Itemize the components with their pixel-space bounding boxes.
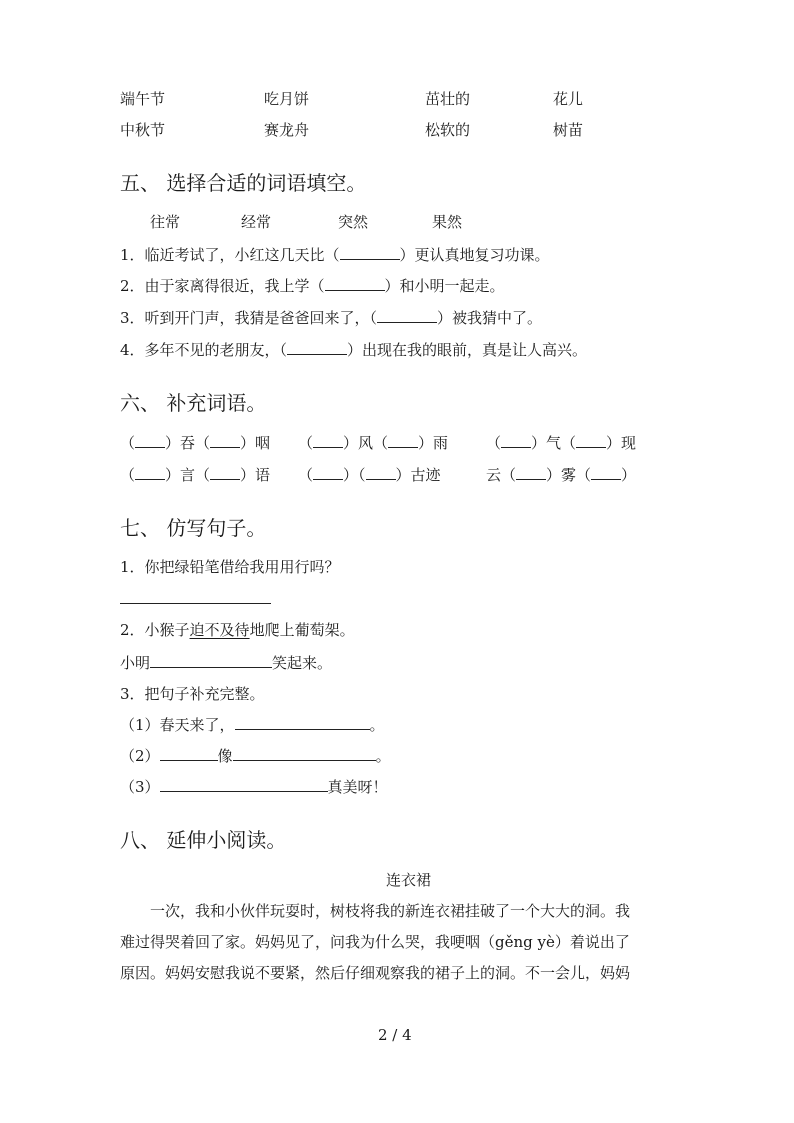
fill-blank[interactable] — [160, 776, 328, 792]
fill-blank[interactable] — [591, 464, 621, 480]
idiom-text: （ — [486, 434, 502, 452]
answer-text: 真美呀！ — [327, 778, 388, 796]
underlined-word: 迫不及待 — [189, 621, 250, 639]
idiom-row-2 — [120, 464, 270, 485]
story-title: 连衣裙 — [386, 871, 432, 889]
question-5-4 — [120, 339, 587, 360]
question-text: 地爬上葡萄架。 — [249, 621, 355, 639]
match-right-2b: 树苗 — [553, 121, 584, 139]
answer-line[interactable] — [120, 603, 271, 604]
answer-text: 像 — [217, 747, 233, 765]
idiom-row-2c — [486, 464, 636, 485]
idiom-text: ）语 — [240, 466, 271, 484]
question-7-2 — [120, 620, 355, 640]
match-right-2a: 花儿 — [553, 90, 584, 108]
idiom-text: （ — [120, 434, 136, 452]
idiom-row-1 — [120, 432, 270, 453]
fill-blank[interactable] — [135, 432, 165, 448]
fill-blank[interactable] — [516, 464, 546, 480]
question-7-1: 1．你把绿铅笔借给我用用行吗？ — [120, 558, 340, 576]
fill-blank[interactable] — [313, 464, 343, 480]
fill-blank[interactable] — [576, 432, 606, 448]
story-line-1: 一次，我和小伙伴玩耍时，树枝将我的新连衣裙挂破了一个大大的洞。我 — [150, 902, 631, 920]
fill-blank[interactable] — [210, 432, 240, 448]
idiom-text: （ — [120, 466, 136, 484]
idiom-text: ）雨 — [418, 434, 449, 452]
fill-blank[interactable] — [160, 745, 218, 761]
answer-text: （2） — [120, 747, 160, 765]
idiom-text: （ — [298, 434, 314, 452]
match-left-2b: 赛龙舟 — [264, 121, 310, 139]
idiom-text: 云（ — [486, 466, 517, 484]
fill-blank[interactable] — [233, 745, 376, 761]
idiom-row-1c — [486, 432, 636, 453]
idiom-text: （ — [298, 466, 314, 484]
question-text: ）出现在我的眼前，真是让人高兴。 — [347, 341, 588, 359]
question-text: 2．由于家离得很近，我上学（ — [120, 277, 325, 295]
idiom-text: ）咽 — [240, 434, 271, 452]
story-line-3: 原因。妈妈安慰我说不要紧，然后仔细观察我的裙子上的洞。不一会儿，妈妈 — [120, 964, 631, 982]
idiom-text: ）雾（ — [546, 466, 592, 484]
fill-blank[interactable] — [210, 464, 240, 480]
idiom-text: ）气（ — [531, 434, 577, 452]
question-text: 1．临近考试了，小红这几天比（ — [120, 246, 340, 264]
question-text: ）被我猜中了。 — [437, 309, 543, 327]
section-6-title: 六、 补充词语。 — [120, 391, 267, 415]
question-text: 2．小猴子 — [120, 621, 190, 639]
match-right-1a: 茁壮的 — [425, 90, 471, 108]
answer-text: 小明 — [120, 654, 151, 672]
section-7-title: 七、 仿写句子。 — [120, 516, 267, 540]
question-5-1 — [120, 244, 550, 265]
question-text: ）更认真地复习功课。 — [399, 246, 550, 264]
fill-blank[interactable] — [501, 432, 531, 448]
question-7-3-2 — [120, 745, 391, 766]
option-word-1: 往常 — [150, 213, 181, 231]
fill-blank[interactable] — [150, 652, 272, 668]
answer-text: （3） — [120, 778, 160, 796]
fill-blank[interactable] — [377, 307, 437, 323]
question-7-3: 3．把句子补充完整。 — [120, 685, 265, 703]
question-7-3-1 — [120, 714, 385, 735]
idiom-text: ）吞（ — [165, 434, 211, 452]
fill-blank[interactable] — [388, 432, 418, 448]
option-word-2: 经常 — [241, 213, 272, 231]
fill-blank[interactable] — [313, 432, 343, 448]
fill-blank[interactable] — [340, 244, 400, 260]
option-word-3: 突然 — [338, 213, 369, 231]
match-left-1b: 中秋节 — [120, 121, 166, 139]
idiom-text: ） — [621, 466, 637, 484]
question-5-2 — [120, 275, 505, 296]
match-left-2a: 吃月饼 — [264, 90, 310, 108]
match-left-1a: 端午节 — [120, 90, 166, 108]
answer-text: 。 — [369, 716, 385, 734]
fill-blank[interactable] — [287, 339, 347, 355]
idiom-text: ）（ — [343, 466, 366, 484]
match-right-1b: 松软的 — [425, 121, 471, 139]
answer-text: 笑起来。 — [272, 654, 333, 672]
idiom-text: ）现 — [606, 434, 637, 452]
fill-blank[interactable] — [366, 464, 396, 480]
idiom-row-2b — [298, 464, 441, 485]
idiom-text: ）风（ — [343, 434, 389, 452]
fill-blank[interactable] — [235, 714, 370, 730]
page-number: 2 / 4 — [378, 1026, 412, 1044]
fill-blank[interactable] — [325, 275, 385, 291]
fill-blank[interactable] — [135, 464, 165, 480]
idiom-row-1b — [298, 432, 448, 453]
question-text: 4．多年不见的老朋友，（ — [120, 341, 288, 359]
section-5-title: 五、 选择合适的词语填空。 — [120, 171, 367, 195]
answer-text: （1）春天来了， — [120, 716, 235, 734]
option-word-4: 果然 — [432, 213, 463, 231]
question-5-3 — [120, 307, 542, 328]
question-text: ）和小明一起走。 — [384, 277, 505, 295]
story-line-2: 难过得哭着回了家。妈妈见了，问我为什么哭，我哽咽（gěng yè）着说出了 — [120, 933, 630, 951]
idiom-text: ）古迹 — [395, 466, 441, 484]
question-text: 3．听到开门声，我猜是爸爸回来了，（ — [120, 309, 378, 327]
question-7-3-3 — [120, 776, 388, 797]
question-7-2-answer — [120, 652, 332, 673]
idiom-text: ）言（ — [165, 466, 211, 484]
answer-text: 。 — [375, 747, 391, 765]
section-8-title: 八、 延伸小阅读。 — [120, 828, 287, 852]
